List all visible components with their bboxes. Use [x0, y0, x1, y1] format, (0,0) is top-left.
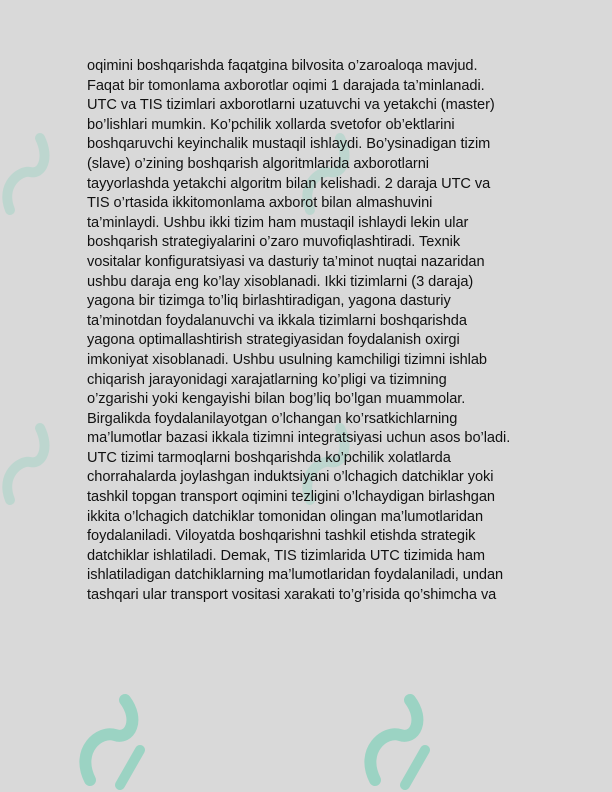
text-line: yagona bir tizimga to’liq birlashtiradigan, yagona dasturiy	[87, 293, 451, 310]
text-line: (slave) o’zining boshqarish algoritmlarida axborotlarni	[87, 155, 429, 172]
text-line: boshqaruvchi keyinchalik mustaqil ishlaydi. Bo’ysinadigan tizim	[87, 136, 491, 153]
text-line: o’zgarishi yoki kengayishi bilan bog’liq bo’lgan muammolar.	[87, 391, 466, 408]
watermark-logo-icon	[355, 690, 445, 790]
text-line: Birgalikda foydalanilayotgan o’lchangan ko’rsatkichlarning	[87, 410, 458, 427]
text-line: UTC tizimi tarmoqlarni boshqarishda ko’pchilik xolatlarda	[87, 449, 451, 466]
text-line: oqimini boshqarishda faqatgina bilvosita o’zaroaloqa mavjud.	[87, 58, 478, 74]
text-line: ishlatiladigan datchiklarning ma’lumotlaridan foydalaniladi, undan	[87, 567, 504, 584]
watermark-logo-icon	[70, 690, 160, 790]
text-line: ma’lumotlar bazasi ikkala tizimni integratsiyasi uchun asos bo’ladi.	[87, 430, 511, 447]
text-line: ushbu daraja eng ko’lay xisoblanadi. Ikki tizimlarni (3 daraja)	[87, 273, 474, 290]
text-line: foydalaniladi. Viloyatda boshqarishni tashkil etishda strategik	[87, 528, 476, 545]
watermark-logo-icon	[0, 130, 60, 220]
text-line: TIS o’rtasida ikkitomonlama axborot bilan almashuvini	[87, 195, 433, 212]
text-line: boshqarish strategiyalarini o’zaro muvofiqlashtiradi. Texnik	[87, 234, 461, 251]
text-line: datchiklar ishlatiladi. Demak, TIS tizimlarida UTC tizimida ham	[87, 547, 486, 564]
text-line: ta’minlaydi. Ushbu ikki tizim ham mustaqil ishlaydi lekin ular	[87, 214, 469, 231]
text-line: bo’lishlari mumkin. Ko’pchilik xollarda svetofor ob’ektlarini	[87, 116, 455, 133]
text-line: ta’minotdan foydalanuvchi va ikkala tizimlarni boshqarishda	[87, 312, 467, 329]
body-text	[87, 57, 587, 606]
text-line: tayyorlashda yetakchi algoritm bilan kelishadi. 2 daraja UTC va	[87, 175, 491, 192]
text-line: vositalar konfiguratsiyasi va dasturiy ta’minot nuqtai nazaridan	[87, 253, 485, 270]
text-line: UTC va TIS tizimlari axborotlarni uzatuvchi va yetakchi (master)	[87, 97, 495, 114]
text-line: imkoniyat xisoblanadi. Ushbu usulning kamchiligi tizimni ishlab	[87, 351, 487, 368]
text-line: Faqat bir tomonlama axborotlar oqimi 1 darajada ta’minlanadi.	[87, 77, 485, 94]
text-line: chorrahalarda joylashgan induktsiyani o’lchagich datchiklar yoki	[87, 469, 494, 486]
text-line: chiqarish jarayonidagi xarajatlarning ko’pligi va tizimning	[87, 371, 447, 388]
text-line: yagona optimallashtirish strategiyasidan foydalanish oxirgi	[87, 332, 460, 349]
watermark-logo-icon	[0, 420, 60, 510]
text-line: tashkil topgan transport oqimini tezligini o’lchaydigan birlashgan	[87, 489, 495, 506]
text-line: tashqari ular transport vositasi xarakati to’g’risida qo’shimcha va	[87, 587, 497, 604]
text-line: ikkita o’lchagich datchiklar tomonidan olingan ma’lumotlaridan	[87, 508, 484, 525]
